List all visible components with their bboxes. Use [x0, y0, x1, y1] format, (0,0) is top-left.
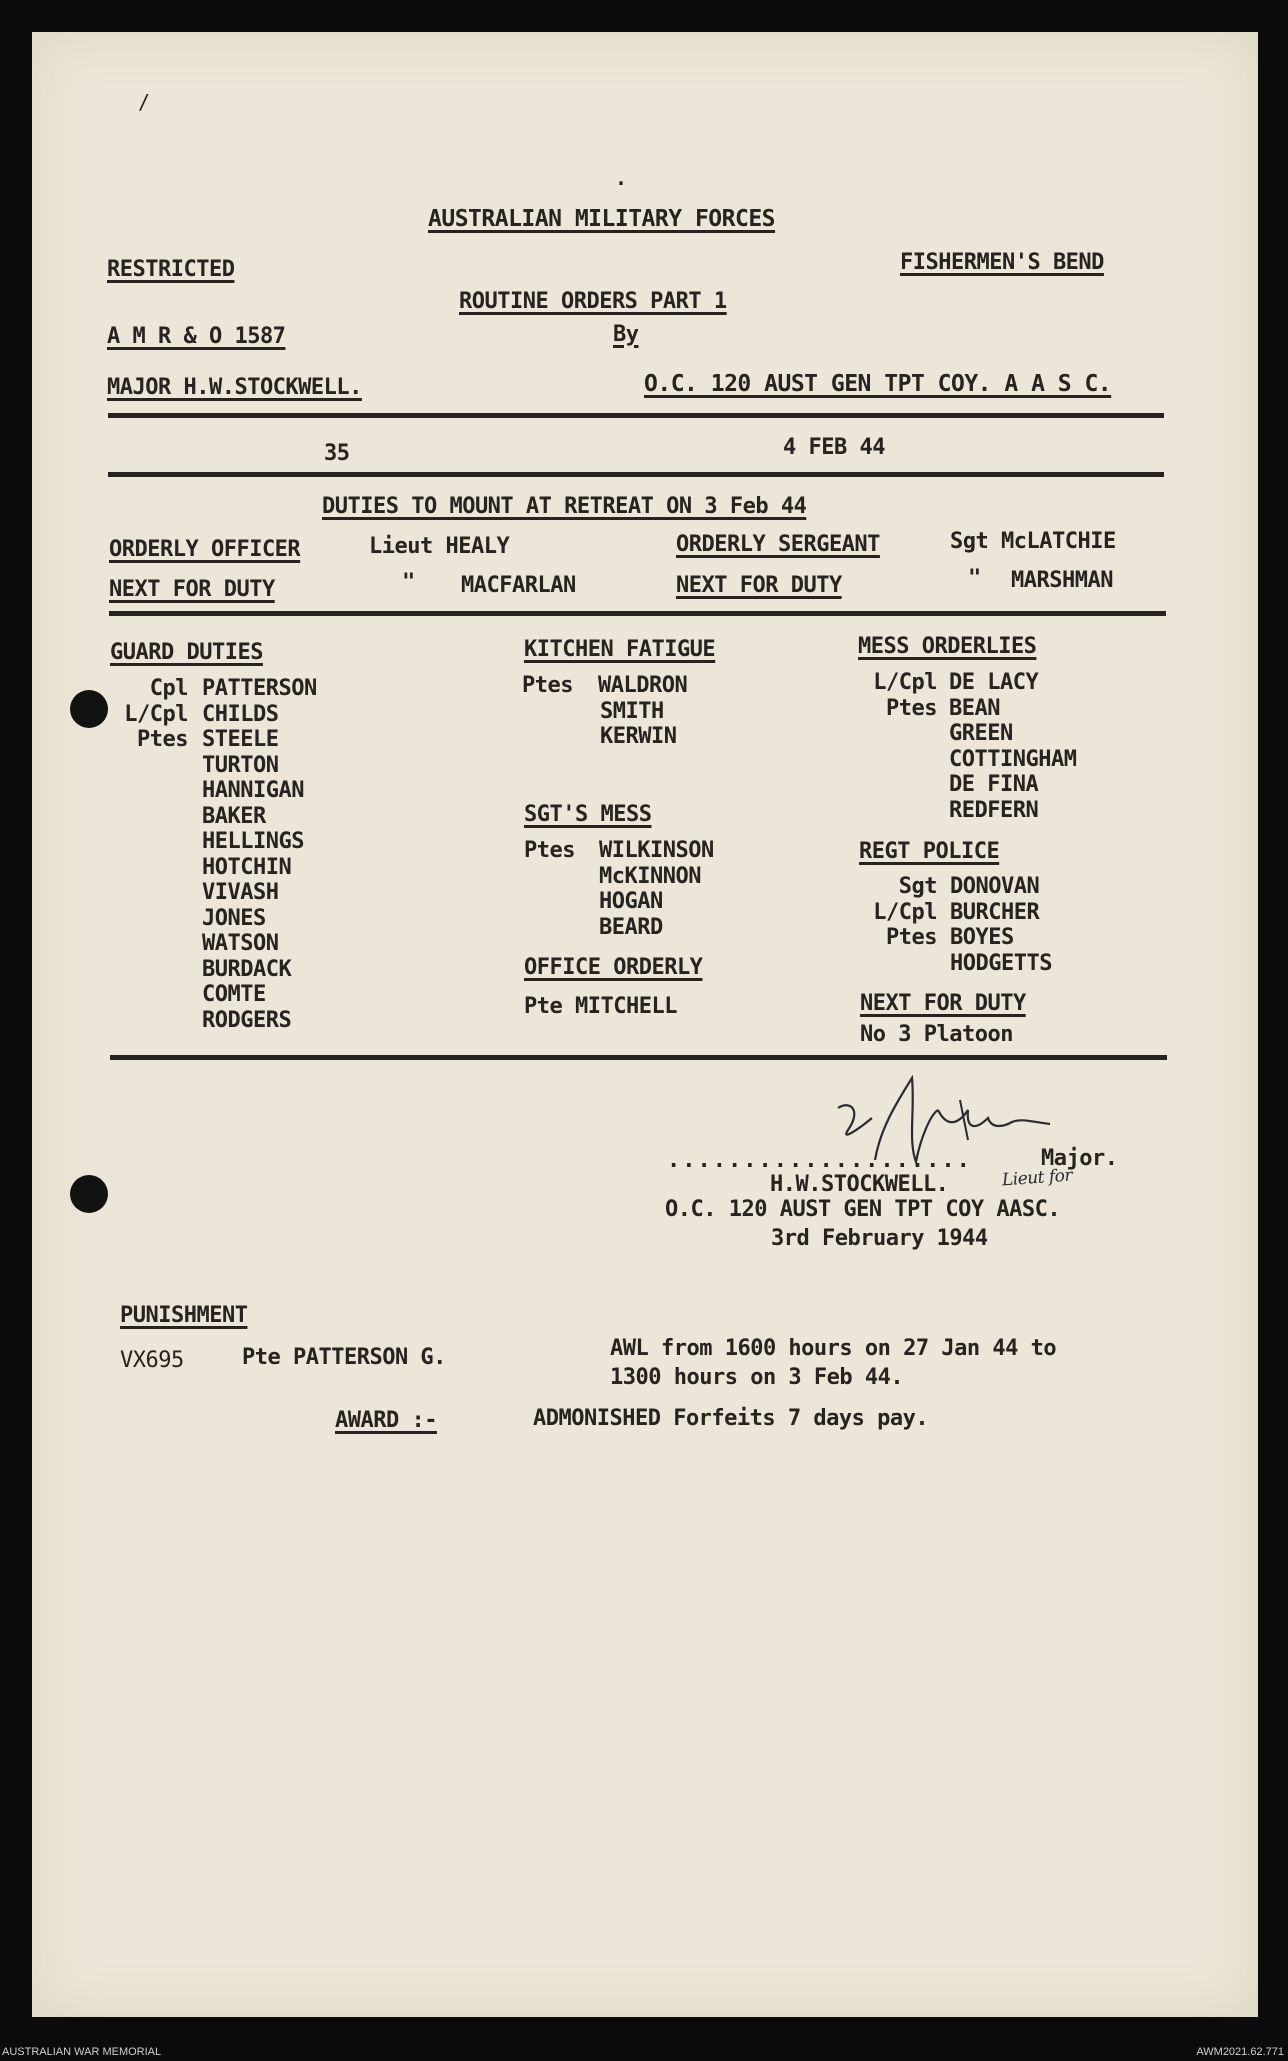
- kitchen-names: [598, 673, 687, 750]
- by-label: By: [613, 322, 639, 347]
- issuer-unit: O.C. 120 AUST GEN TPT COY. A A S C.: [644, 371, 1112, 397]
- order-reference: A M R & O 1587: [107, 324, 286, 349]
- guard-rank: Cpl: [149, 676, 188, 701]
- regt-police-name: HODGETTS: [950, 950, 1052, 976]
- guard-name: HELLINGS: [202, 829, 304, 854]
- order-number: 35: [324, 441, 350, 466]
- issuer-name: MAJOR H.W.STOCKWELL.: [107, 375, 362, 400]
- regt-police-name: DONOVAN: [950, 874, 1040, 899]
- guard-name: WATSON: [202, 931, 279, 956]
- sergeant-next-name: MARSHMAN: [1011, 568, 1113, 593]
- regt-police-names: [950, 874, 1052, 976]
- guard-name: HANNIGAN: [202, 778, 304, 803]
- mess-orderlies-rank: L/Cpl: [873, 670, 937, 695]
- sgts-mess-name: McKINNON: [599, 863, 701, 889]
- officer-next-ditto: ": [402, 570, 415, 595]
- kitchen-heading: KITCHEN FATIGUE: [524, 637, 716, 662]
- regt-police-heading: REGT POLICE: [859, 839, 1000, 864]
- guard-name: BAKER: [202, 803, 266, 829]
- sgts-mess-rank: Ptes: [524, 838, 575, 863]
- punch-hole-top: [70, 690, 108, 728]
- mess-orderlies-name: REDFERN: [949, 797, 1039, 823]
- orderly-sergeant-name: Sgt McLATCHIE: [950, 529, 1116, 554]
- sgts-mess-heading: SGT'S MESS: [524, 802, 652, 827]
- regt-police-ranks: [852, 874, 937, 951]
- regt-police-name: BOYES: [950, 925, 1014, 950]
- signature-date: 3rd February 1944: [771, 1226, 988, 1251]
- sergeant-next-ditto: ": [968, 566, 981, 591]
- mess-orderlies-name: DE LACY: [949, 670, 1039, 695]
- mess-orderlies-heading: MESS ORDERLIES: [858, 634, 1037, 659]
- regt-police-name: BURCHER: [950, 899, 1040, 925]
- kitchen-name: SMITH: [600, 698, 664, 724]
- kitchen-ranks: [522, 673, 573, 699]
- guard-rank: L/Cpl: [124, 701, 188, 727]
- guard-name: CHILDS: [202, 701, 279, 727]
- mess-orderlies-name: COTTINGHAM: [949, 746, 1077, 772]
- officer-next-name: MACFARLAN: [461, 573, 576, 598]
- sgts-mess-name: WILKINSON: [599, 838, 714, 863]
- top-dot: .: [615, 166, 627, 190]
- duties-heading: DUTIES TO MOUNT AT RETREAT ON 3 Feb 44: [322, 494, 807, 519]
- orderly-officer-label: ORDERLY OFFICER: [109, 537, 301, 562]
- mess-orderlies-name: BEAN: [949, 695, 1000, 721]
- mess-orderlies-rank: Ptes: [886, 695, 937, 721]
- guard-names: [202, 676, 317, 1033]
- location-label: FISHERMEN'S BEND: [900, 250, 1104, 275]
- guard-ranks: [106, 676, 188, 753]
- mess-orderlies-names: [949, 670, 1076, 823]
- order-date: 4 FEB 44: [783, 435, 885, 460]
- punch-hole-bottom: [70, 1175, 108, 1213]
- guard-name: COMTE: [202, 982, 266, 1007]
- sgts-mess-names: [599, 838, 714, 940]
- punishment-offence-line2: 1300 hours on 3 Feb 44.: [610, 1365, 904, 1390]
- punishment-offence-line1: AWL from 1600 hours on 27 Jan 44 to: [610, 1336, 1057, 1361]
- officer-next-label: NEXT FOR DUTY: [109, 577, 275, 602]
- guard-name: RODGERS: [202, 1007, 292, 1033]
- punishment-number: VX695: [120, 1348, 184, 1373]
- guard-heading: GUARD DUTIES: [110, 640, 263, 665]
- office-orderly-heading: OFFICE ORDERLY: [524, 955, 703, 980]
- guard-name: STEELE: [202, 727, 279, 752]
- guard-name: VIVASH: [202, 880, 279, 905]
- office-orderly-entry: Pte MITCHELL: [524, 994, 677, 1019]
- document-title: AUSTRALIAN MILITARY FORCES: [428, 206, 776, 232]
- orderly-officer-name: Lieut HEALY: [369, 534, 510, 559]
- header-rule-1: [108, 413, 1164, 418]
- guard-name: JONES: [202, 905, 266, 931]
- award-text: ADMONISHED Forfeits 7 days pay.: [533, 1406, 929, 1431]
- orderly-sergeant-label: ORDERLY SERGEANT: [676, 532, 880, 557]
- signature-name: H.W.STOCKWELL.: [770, 1172, 949, 1197]
- corner-mark: /: [138, 90, 150, 114]
- sergeant-next-label: NEXT FOR DUTY: [676, 573, 842, 598]
- award-label: AWARD :-: [335, 1408, 437, 1433]
- duties-rule: [109, 611, 1166, 616]
- signature-rank: Major.: [1041, 1146, 1118, 1171]
- punishment-heading: PUNISHMENT: [120, 1303, 248, 1328]
- regt-police-rank: L/Cpl: [873, 899, 937, 925]
- next-for-duty-heading: NEXT FOR DUTY: [860, 991, 1026, 1016]
- kitchen-rank: Ptes: [522, 673, 573, 698]
- signature-dots: ....................: [667, 1148, 972, 1173]
- mess-orderlies-name: GREEN: [949, 721, 1013, 746]
- mess-orderlies-ranks: [852, 670, 937, 721]
- next-for-duty-entry: No 3 Platoon: [860, 1022, 1013, 1047]
- kitchen-name: WALDRON: [598, 673, 688, 698]
- guard-rank: Ptes: [137, 727, 188, 752]
- regt-police-rank: Ptes: [886, 925, 937, 950]
- body-rule: [110, 1055, 1167, 1060]
- guard-name: BURDACK: [202, 956, 292, 982]
- mess-orderlies-name: DE FINA: [949, 772, 1039, 797]
- handwritten-note: Lieut for: [1001, 1165, 1073, 1191]
- guard-name: PATTERSON: [202, 676, 317, 701]
- archive-reference: AWM2021.62.771: [1196, 2046, 1284, 2058]
- punishment-name: Pte PATTERSON G.: [242, 1345, 446, 1370]
- header-rule-2: [108, 472, 1164, 477]
- signature-unit: O.C. 120 AUST GEN TPT COY AASC.: [665, 1197, 1061, 1222]
- classification-label: RESTRICTED: [107, 257, 235, 282]
- sgts-mess-name: BEARD: [599, 914, 663, 940]
- guard-name: TURTON: [202, 752, 279, 778]
- kitchen-name: KERWIN: [600, 724, 677, 749]
- regt-police-rank: Sgt: [898, 874, 937, 899]
- sgts-mess-name: HOGAN: [599, 889, 663, 914]
- guard-name: HOTCHIN: [202, 854, 292, 880]
- archive-caption: AUSTRALIAN WAR MEMORIAL: [2, 2046, 162, 2058]
- orders-title: ROUTINE ORDERS PART 1: [459, 289, 727, 314]
- sgts-mess-ranks: [524, 838, 575, 864]
